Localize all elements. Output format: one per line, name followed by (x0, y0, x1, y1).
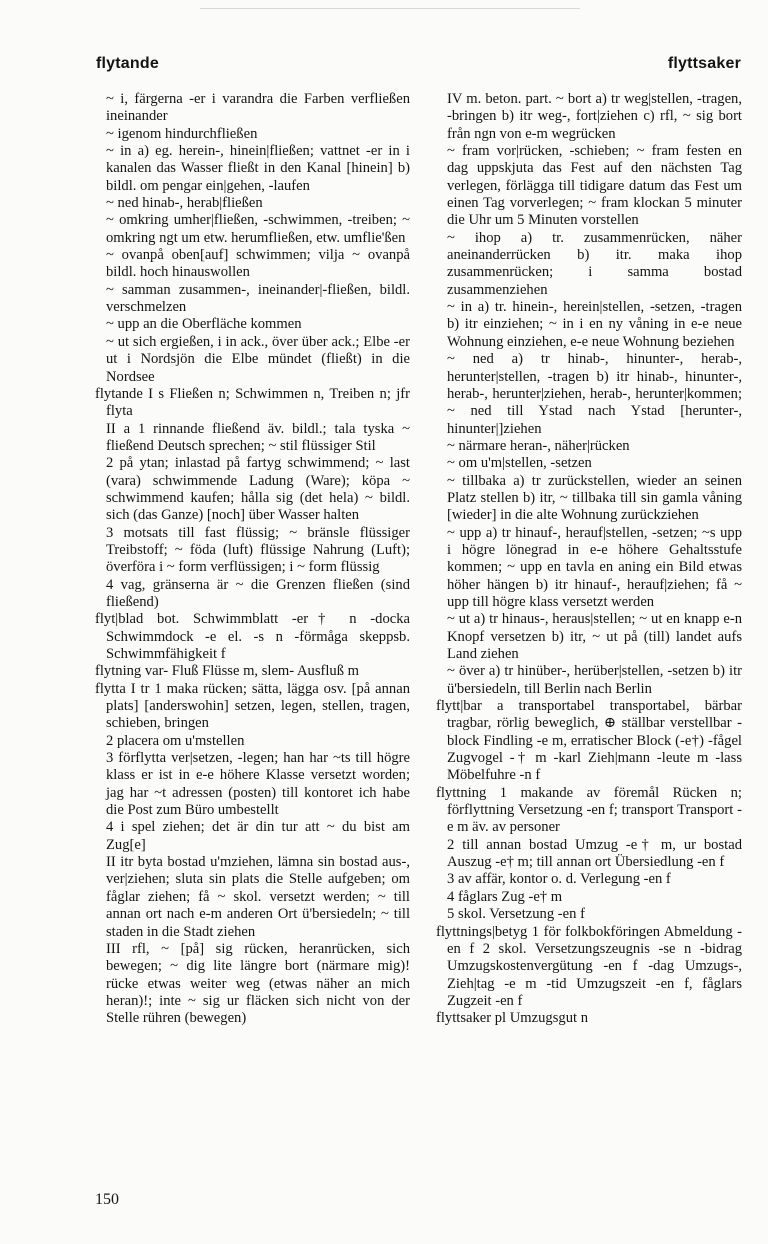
sub-entry: ~ upp a) tr hinauf-, herauf|stellen, -setzen; ~s upp i högre lönegrad in e-e höhere Gehaltsstufe kommen; ~ upp en tavla en aning ein Bild etwas höher hängen b) itr hinauf-, herauf|ziehen; få ~ upp till högre klass versetzt werden (447, 524, 742, 610)
sense-entry: 4 i spel ziehen; det är din tur att ~ du bist am Zug[e] (106, 819, 410, 853)
headword-entry: flyttnings|betyg 1 för folkbokföringen Abmeldung -en f 2 skol. Versetzungszeugnis -se n -bidrag Umzugskostenvergütung -en f -dag Umzugs-, Zieh|tag -e m -tid Umzugszeit -en f, fåglars Zugzeit -en f (436, 923, 742, 1009)
sense-entry: 4 vag, gränserna är ~ die Grenzen fließen (sind fließend) (106, 576, 410, 610)
sub-entry: ~ ut a) tr hinaus-, heraus|stellen; ~ ut en knapp e-n Knopf versetzen b) itr, ~ ut på (till) landet aufs Land ziehen (447, 611, 742, 662)
sub-entry: ~ in a) eg. herein-, hinein|fließen; vattnet -er in i kanalen das Wasser fließt in den Kanal [hinein] b) bildl. om pengar ein|gehen, -laufen (106, 143, 410, 194)
headword-entry: flyttsaker pl Umzugsgut n (436, 1010, 588, 1027)
sub-entry: ~ tillbaka a) tr zurückstellen, wieder an seinen Platz stellen b) itr, ~ tillbaka till sin gamla våning [wieder] in die alte Wohnung zurückziehen (447, 472, 742, 524)
headword-entry: flyt|blad bot. Schwimmblatt -er† n -docka Schwimmdock -e el. -s n -förmåga skeppsb. Schwimmfähigkeit f (95, 611, 410, 662)
sub-entry: ~ in a) tr. hinein-, herein|stellen, -setzen, -tragen b) itr einziehen; ~ in i en ny våning in e-e neue Wohnung einziehen, e-e neue Wohnung beziehen (447, 299, 742, 350)
sense-entry: 2 placera om u'mstellen (106, 732, 245, 749)
headword-entry: flytta I tr 1 maka rücken; sätta, lägga osv. [på annan plats] [anderswohin] setzen, legen, stellen, tragen, schieben, bringen (95, 680, 410, 732)
headword-entry: flytande I s Fließen n; Schwimmen n, Treiben n; jfr flyta (95, 385, 410, 420)
sub-entry: ~ i, färgerna -er i varandra die Farben verfließen ineinander (106, 91, 410, 125)
sub-entry: ~ över a) tr hinüber-, herüber|stellen, -setzen b) itr ü'bersiedeln, till Berlin nach Berlin (447, 663, 742, 697)
sub-entry: ~ ihop a) tr. zusammenrücken, näher aneinanderrücken b) itr. maka ihop zusammenrücken; i samma bostad zusammenziehen (447, 229, 742, 298)
sub-entry: ~ fram vor|rücken, -schieben; ~ fram festen en dag uppskjuta das Fest auf den nächsten Tag verlegen, förlägga till tidigare datum das Fest um einen Tag vorverlegen; ~ fram klockan 5 minuter die Uhr um 5 Minuten vorstellen (447, 143, 742, 229)
sub-entry: ~ ut sich ergießen, i in ack., över über ack.; Elbe -er ut i Nordsjön die Elbe mündet (fließt) in die Nordsee (106, 333, 410, 385)
sense-entry: 4 fåglars Zug -e† m (447, 888, 563, 905)
running-head-last-entry: flyttsaker (667, 55, 741, 72)
sub-entry: ~ ned a) tr hinab-, hinunter-, herab-, herunter|stellen, -tragen b) itr hinab-, hinunter-, herab-, herunter|ziehen, herab-, herunter|kommen; ~ ned till Ystad nach Ystad [herunter-, hinunter|]ziehen (447, 351, 742, 437)
sense-entry: III rfl, ~ [på] sig rücken, heranrücken, sich bewegen; ~ dig lite längre bort (närmare mig)! rücke etwas weiter weg (etwas näher an mich heran)!; inte ~ sig ur fläcken sich nicht von der Stelle rühren (bewegen) (106, 940, 410, 1027)
headword-entry: flytt|bar a transportabel transportabel, bärbar tragbar, rörlig beweglich, ⊕ ställbar verstellbar -block Findling -e m, erratischer Block (-e†) -fågel Zugvogel -† m -karl Zieh|mann -leute m -lass Möbelfuhre -n f (436, 698, 742, 784)
sub-entry: ~ ovanpå oben[auf] schwimmen; vilja ~ ovanpå bildl. hoch hinauswollen (106, 247, 410, 281)
right-column (436, 91, 742, 1028)
top-rule (200, 8, 580, 9)
sense-entry: 3 av affär, kontor o. d. Verlegung -en f (447, 871, 671, 888)
left-column (95, 91, 410, 1028)
page-number: 150 (95, 1191, 119, 1208)
sub-entry: ~ närmare heran-, näher|rücken (447, 437, 630, 454)
sense-entry: 3 motsats till fast flüssig; ~ bränsle flüssiger Treibstoff; ~ föda (luft) flüssige Nahrung (Luft); överföra i ~ form verflüssigen; i ~ form flüssig (106, 524, 410, 576)
sub-entry: ~ ned hinab-, herab|fließen (106, 195, 263, 212)
sense-entry: 2 till annan bostad Umzug -e† m, ur bostad Auszug -e† m; till annan ort Übersiedlung -en f (447, 836, 742, 871)
running-head-first-entry: flytande (96, 55, 159, 72)
sense-entry: II itr byta bostad u'mziehen, lämna sin bostad aus-, ver|ziehen; sluta sin plats die Stelle aufgeben; om fåglar ziehen; få ~ skol. versetzt werden; ~ till annan ort nach e-m anderen Ort ü'bersiedeln; ~ till staden in die Stadt ziehen (106, 854, 410, 940)
sense-entry: IV m. beton. part. ~ bort a) tr weg|stellen, -tragen, -bringen b) itr weg-, fort|ziehen c) rfl, ~ sig bort från ngn von e-m wegrücken (447, 91, 742, 142)
sub-entry: ~ igenom hindurchfließen (106, 125, 258, 142)
sense-entry: II a 1 rinnande fließend äv. bildl.; tala tyska ~ fließend Deutsch sprechen; ~ stil flüssiger Stil (106, 420, 410, 454)
headword-entry: flyttning 1 makande av föremål Rücken n; förflyttning Versetzung -en f; transport Transport -e m äv. av personer (436, 784, 742, 836)
headword-entry: flytning var- Fluß Flüsse m, slem- Ausfluß m (95, 663, 360, 680)
sense-entry: 3 förflytta ver|setzen, -legen; han har ~ts till högre klass er ist in e-e höhere Klasse versetzt worden; jag har ~t adressen (posten) till kontoret ich habe die Post zum Büro umbestellt (106, 750, 410, 819)
sub-entry: ~ samman zusammen-, ineinander|-fließen, bildl. verschmelzen (106, 281, 410, 316)
sense-entry: 5 skol. Versetzung -en f (447, 906, 585, 923)
sub-entry: ~ omkring umher|fließen, -schwimmen, -treiben; ~ omkring ngt um etw. herumfließen, etw. umflie'ßen (106, 212, 410, 246)
sense-entry: 2 på ytan; inlastad på fartyg schwimmend; ~ last (vara) schwimmende Ladung (Ware); köpa ~ schwimmend kaufen; hålla sig (det hela) ~ bildl. sich (das Ganze) [noch] über Wasser halten (106, 455, 410, 524)
sub-entry: ~ om u'm|stellen, -setzen (447, 455, 592, 472)
sub-entry: ~ upp an die Oberfläche kommen (106, 316, 302, 333)
